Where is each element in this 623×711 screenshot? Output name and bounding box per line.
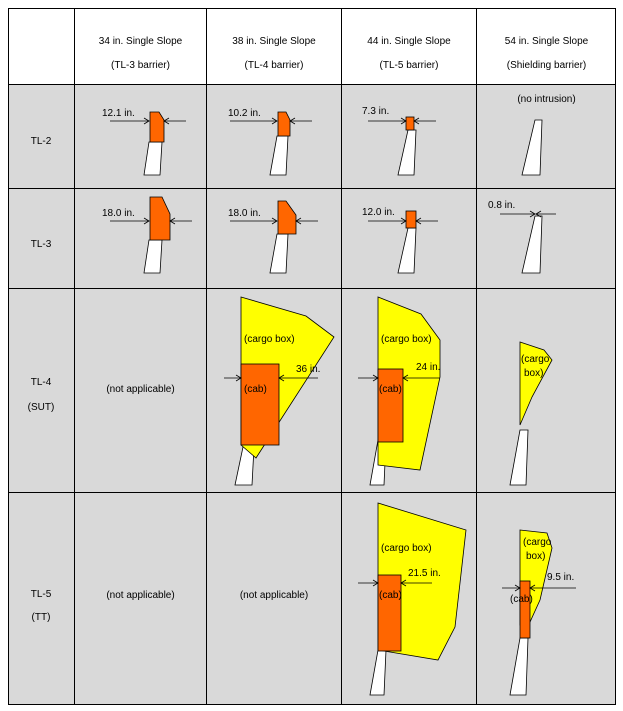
no-intrusion-r1c4: (no intrusion): [517, 94, 576, 105]
cargo-label-line2-r4c4: box): [526, 551, 546, 562]
cab-r3c3: [378, 369, 403, 442]
row-header-tl3: [8, 188, 207, 288]
measure-r1c3: 7.3 in.: [362, 106, 390, 117]
cargo-box-label-r3c2: (cargo box): [244, 334, 295, 345]
row-header-tl5-sublabel: (TT): [31, 612, 51, 623]
cargo-label-line2-r3c4: box): [524, 368, 544, 379]
row-header-tl4-sublabel: (SUT): [27, 402, 55, 413]
column-header-1-line1: 34 in. Single Slope: [98, 36, 183, 47]
measure-r2c4: 0.8 in.: [488, 200, 516, 211]
vehicle-r1c1: [150, 112, 164, 142]
row-header-tl2-label: TL-2: [30, 136, 52, 147]
cab-label-r3c2: (cab): [244, 384, 267, 395]
cab-label-r4c3: (cab): [379, 590, 402, 601]
cargo-box-label-r4c3: (cargo box): [381, 543, 432, 554]
measure-r3c2: 36 in.: [296, 364, 321, 375]
vehicle-r1c3: [406, 117, 414, 130]
row-header-tl3-label: TL-3: [30, 239, 52, 250]
cargo-box-label-r3c3: (cargo box): [381, 334, 432, 345]
column-header-2-line2: (TL-4 barrier): [244, 60, 304, 71]
measure-r3c3: 24 in.: [416, 362, 441, 373]
column-header-4-line2: (Shielding barrier): [506, 60, 587, 71]
measure-r1c2: 10.2 in.: [228, 108, 261, 119]
cab-label-r4c4: (cab): [510, 594, 533, 605]
vehicle-r2c3: [406, 211, 416, 228]
not-applicable-r4c2: (not applicable): [239, 590, 309, 601]
measure-r4c3: 21.5 in.: [408, 568, 441, 579]
vehicle-r1c2: [278, 112, 290, 136]
cargo-label-line1-r3c4: (cargo: [521, 354, 550, 365]
measure-r1c1: 12.1 in.: [102, 108, 135, 119]
measure-r2c2: 18.0 in.: [228, 208, 261, 219]
cab-r4c3: [378, 575, 401, 651]
measure-r2c3: 12.0 in.: [362, 207, 395, 218]
cargo-label-line1-r4c4: (cargo: [523, 537, 552, 548]
row-header-tl4-label: TL-4: [30, 377, 52, 388]
column-header-1-line2: (TL-3 barrier): [111, 60, 170, 71]
measure-r2c1: 18.0 in.: [102, 208, 135, 219]
not-applicable-r4c1: (not applicable): [106, 590, 175, 601]
column-header-3-line1: 44 in. Single Slope: [367, 36, 451, 47]
cab-r4c4: [520, 581, 530, 638]
cab-r3c2: [241, 364, 279, 445]
row-header-tl5-label: TL-5: [30, 589, 52, 600]
column-header-4-line1: 54 in. Single Slope: [504, 36, 589, 47]
column-header-2-line1: 38 in. Single Slope: [232, 36, 316, 47]
not-applicable-r3c1: (not applicable): [106, 384, 175, 395]
cab-label-r3c3: (cab): [379, 384, 402, 395]
measure-r4c4: 9.5 in.: [547, 572, 575, 583]
column-header-3-line2: (TL-5 barrier): [379, 60, 439, 71]
